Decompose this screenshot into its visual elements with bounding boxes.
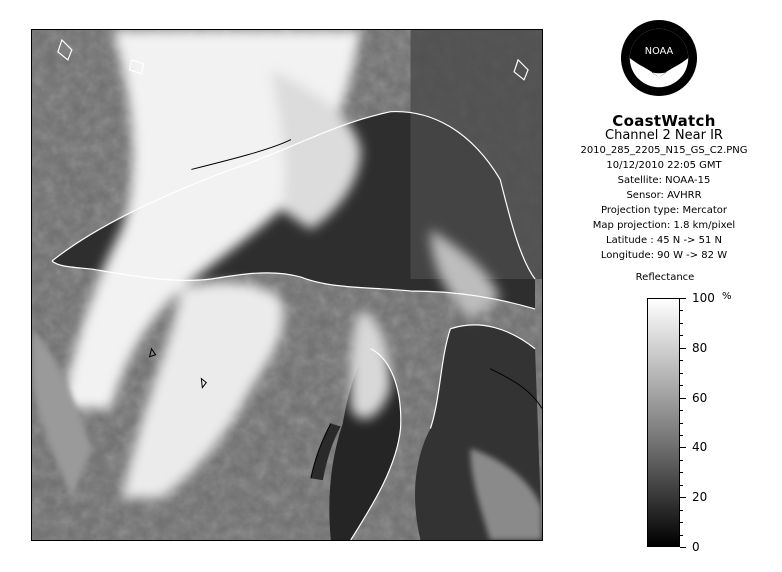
- map-projection: Map projection: 1.8 km/pixel: [592, 220, 736, 231]
- colorbar-tick: [680, 348, 686, 349]
- sensor: Sensor: AVHRR: [626, 190, 702, 201]
- colorbar-tick: [680, 472, 683, 473]
- colorbar-tick: [680, 335, 683, 336]
- colorbar-tick-label: 80: [692, 340, 708, 355]
- datetime: 10/12/2010 22:05 GMT: [606, 160, 722, 171]
- latitude-range: Latitude : 45 N -> 51 N: [606, 235, 722, 246]
- colorbar-tick: [680, 398, 686, 399]
- colorbar-tick: [680, 485, 683, 486]
- colorbar-tick: [680, 447, 686, 448]
- satellite: Satellite: NOAA-15: [617, 175, 711, 186]
- colorbar-tick-label: 0: [692, 540, 700, 554]
- noaa-logo: [620, 19, 698, 97]
- channel-title: Channel 2 Near IR: [605, 128, 723, 143]
- colorbar-tick: [680, 497, 686, 498]
- colorbar-tick-label: 20: [692, 490, 708, 505]
- satellite-image: [31, 29, 543, 541]
- colorbar-tick: [680, 460, 683, 461]
- projection-type: Projection type: Mercator: [601, 205, 727, 216]
- noaa-emblem-icon: [620, 19, 698, 97]
- colorbar-tick-label: 60: [692, 390, 708, 405]
- colorbar-tick-label: 40: [692, 440, 708, 455]
- longitude-range: Longitude: 90 W -> 82 W: [600, 250, 728, 261]
- colorbar-tick: [680, 435, 683, 436]
- colorbar-tick: [680, 298, 686, 299]
- image-metadata: [548, 112, 780, 263]
- legend-title: Reflectance: [635, 272, 695, 283]
- colorbar-tick: [680, 373, 683, 374]
- brand-title: CoastWatch: [612, 112, 716, 130]
- colorbar-tick: [680, 310, 683, 311]
- reflectance-colorbar: [647, 298, 680, 547]
- satellite-scene: [32, 30, 542, 540]
- colorbar-tick: [680, 410, 683, 411]
- colorbar-tick: [680, 510, 683, 511]
- colorbar-ticks: [680, 291, 740, 554]
- legend-unit: %: [722, 291, 732, 302]
- colorbar-tick: [680, 547, 686, 548]
- colorbar-tick: [680, 360, 683, 361]
- colorbar-tick: [680, 535, 683, 536]
- logo-text: NOAA: [644, 46, 674, 58]
- colorbar-tick: [680, 423, 683, 424]
- colorbar-tick: [680, 385, 683, 386]
- colorbar-tick-label: 100: [692, 291, 715, 305]
- filename: 2010_285_2205_N15_GS_C2.PNG: [580, 145, 748, 156]
- colorbar-tick: [680, 323, 683, 324]
- colorbar-tick: [680, 522, 683, 523]
